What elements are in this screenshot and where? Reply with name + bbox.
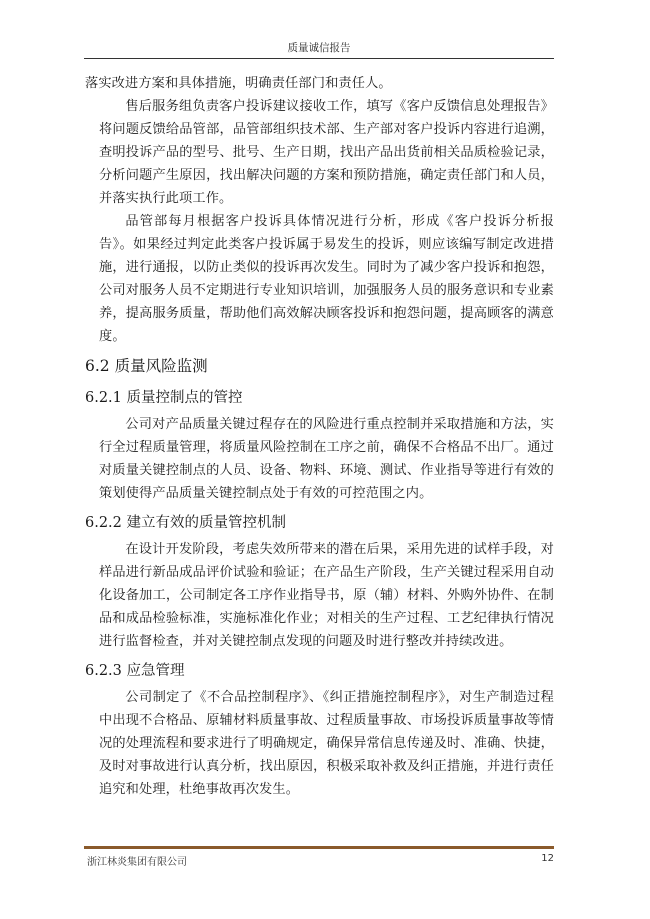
paragraph-continuation: 落实改进方案和具体措施，明确责任部门和责任人。 [85, 76, 392, 91]
paragraph-complaint-analysis: 品管部每月根据客户投诉具体情况进行分析，形成《客户投诉分析报告》。如果经过判定此类客户投诉属于易发生的投诉，则应该编写制定改进措施，进行通报，以防止类似的投诉再次发生。同时为了减少客户投诉和抱怨，公司对服务人员不定期进行专业知识培训，加强服务人员的服务意识和专业素养，提高服务质量，帮助他们高效解决顾客投诉和抱怨问题，提高顾客的满意度。 [99, 214, 554, 344]
paragraph-control-points: 公司对产品质量关键过程存在的风险进行重点控制并采取措施和方法，实行全过程质量管理，将质量风险控制在工序之前，确保不合格品不出厂。通过对质量关键控制点的人员、设备、物料、环境、测试、作业指导等进行有效的策划使得产品质量关键控制点处于有效的可控范围之内。 [99, 417, 554, 501]
section-heading-6-2: 6.2 质量风险监测 [85, 357, 208, 375]
footer-divider [84, 846, 554, 849]
section-heading-6-2-2: 6.2.2 建立有效的质量管控机制 [85, 515, 287, 531]
section-heading-6-2-3: 6.2.3 应急管理 [85, 663, 185, 679]
section-heading-6-2-1: 6.2.1 质量控制点的管控 [85, 390, 243, 406]
page-header-title: 质量诚信报告 [287, 42, 351, 54]
document-body [85, 72, 554, 801]
paragraph-control-mechanism: 在设计开发阶段，考虑失效所带来的潜在后果，采用先进的试样手段，对样品进行新品成品评价试验和验证；在产品生产阶段，生产关键过程采用自动化设备加工，公司制定各工序作业指导书，原（辅）材料、外购外协件、在制品和成品检验标准，实施标准化作业；对相关的生产过程、工艺纪律执行情况进行监督检查，并对关键控制点发现的问题及时进行整改并持续改进。 [99, 542, 554, 649]
header-divider [84, 58, 554, 59]
footer-company-name: 浙江林炎集团有限公司 [87, 857, 187, 868]
page-number: 12 [541, 853, 554, 864]
paragraph-after-sales: 售后服务组负责客户投诉建议接收工作，填写《客户反馈信息处理报告》将问题反馈给品管部，品管部组织技术部、生产部对客户投诉内容进行追溯，查明投诉产品的型号、批号、生产日期，找出产品出货前相关品质检验记录，分析问题产生原因，找出解决问题的方案和预防措施，确定责任部门和人员，并落实执行此项工作。 [99, 99, 554, 206]
paragraph-emergency-management: 公司制定了《不合品控制程序》、《纠正措施控制程序》，对生产制造过程中出现不合格品、原辅材料质量事故、过程质量事故、市场投诉质量事故等情况的处理流程和要求进行了明确规定，确保异常信息传递及时、准确、快捷，及时对事故进行认真分析，找出原因，积极采取补救及纠正措施，并进行责任追究和处理，杜绝事故再次发生。 [99, 690, 554, 797]
